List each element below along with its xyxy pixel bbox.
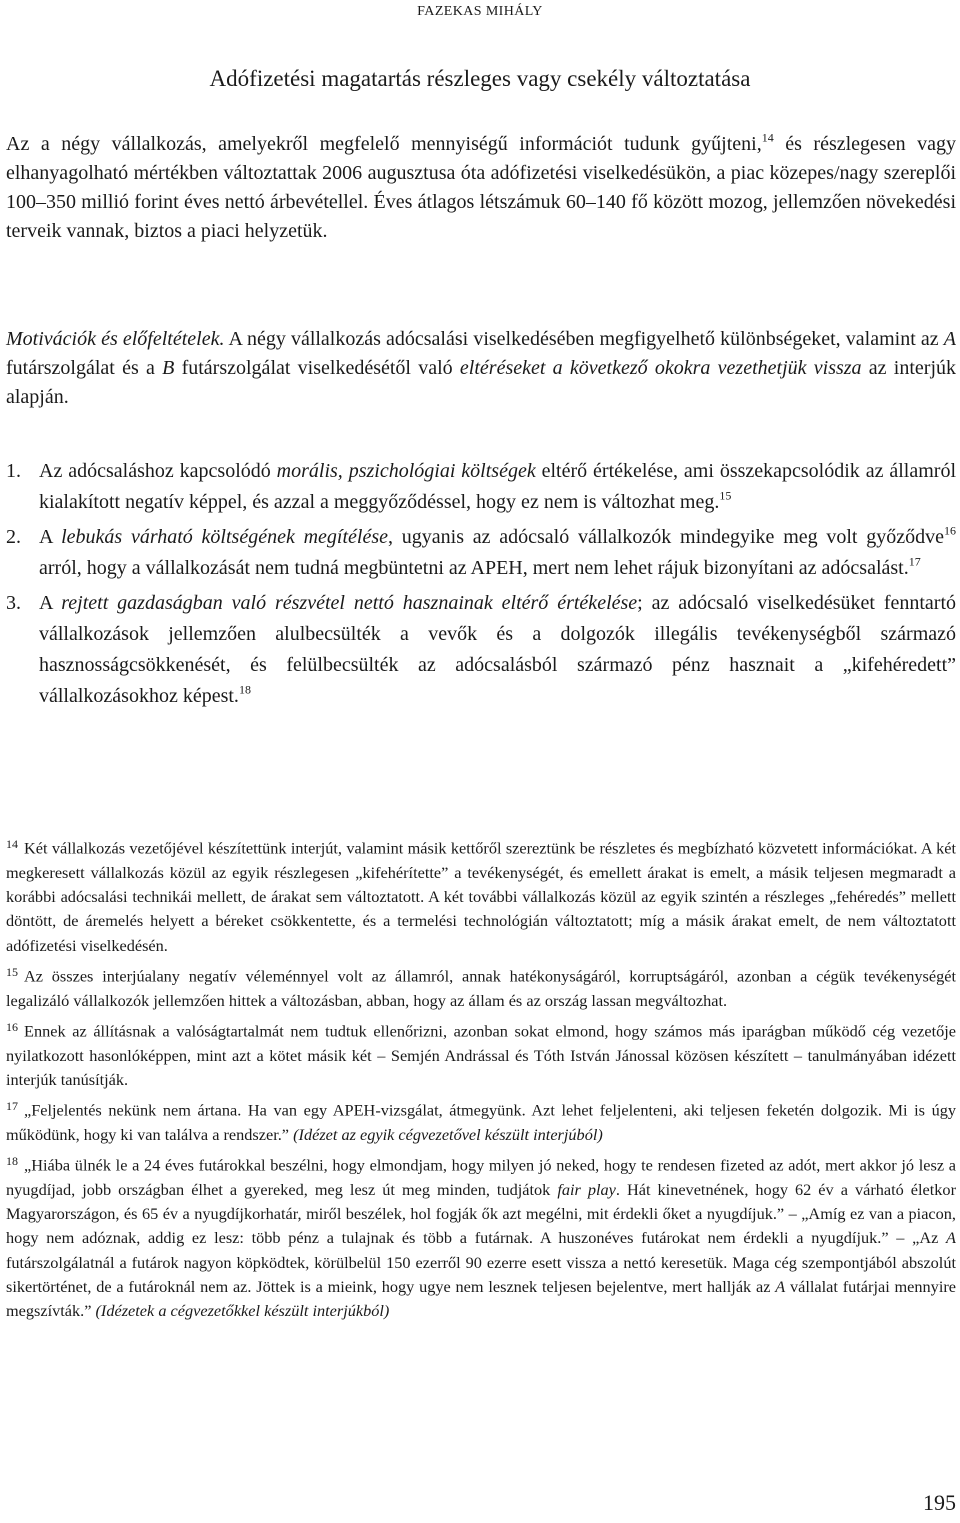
paragraph-motivations [6, 325, 956, 412]
footnote-17 [6, 1094, 956, 1147]
para2-text-b: futárszolgálat és a [6, 357, 163, 379]
para2-a: A [943, 328, 956, 350]
footnote-text: . Hát kinevetnének, hogy 62 év a várható életkor Magyarországon, és 65 év a nyugdíjkorhatár, miről beszélek, hol fogják ők azt megélni, mit érdekli őket a nyugdíjuk.” – „Amíg ez van a piacon, hogy nem adóznak, addig ez lesz: több pénz a tulajnak és több a futárnak. A huszonéves futárokat nem érdekli a nyugdíjuk.” – „Az [6, 1179, 956, 1248]
list-number: 1. [6, 460, 21, 482]
para2-text-c: futárszolgálat viselkedésétől való [174, 357, 460, 379]
para2-italic: eltéréseket a következő okokra vezethetjük vissza [459, 357, 862, 379]
footnote-14 [6, 832, 956, 958]
footnote-text: „Hiába ülnék le a 24 éves futárokkal beszélni, hogy elmondjam, hogy milyen jó neked, hogy te rendesen fizeted az adót, mert akkor jó lesz a nyugdíjad, jobb országban élhet a gyereked, meg lesz út meg minden, tudjátok [6, 1155, 956, 1199]
list-item [6, 456, 956, 518]
list-number: 2. [6, 526, 21, 548]
paragraph-intro [6, 130, 956, 246]
footnote-text: Az összes interjúalany negatív véleménnyel volt az államról, annak hatékonyságáról, korruptságáról, azonban a cégük tevékenységét legalizáló vállalkozók jellemzően hittek a változásban, abban, hogy az állam és az ország lassan megváltozhat. [6, 966, 956, 1010]
footnote-text: Ennek az állításnak a valóságtartalmát nem tudtuk ellenőrizni, azonban sokat elmond, hogy számos más iparágban működő cég vezetője nyilatkozott hasonlóképpen, mint azt a kötet másik két – Semjén Andrással és Tóth István Jánossal közösen készített – tanulmányában idézett interjúk tanúsítják. [6, 1021, 956, 1089]
footnote-16 [6, 1015, 956, 1092]
list-item [6, 588, 956, 712]
section-heading: Adófizetési magatartás részleges vagy csekély változtatása [209, 66, 751, 91]
para2-text-a: A négy vállalkozás adócsalási viselkedésében megfigyelhető különbségeket, valamint az [224, 328, 944, 350]
footnote-ref-18[interactable]: 18 [238, 682, 251, 697]
list-italic: lebukás várható költségének megítélése [61, 526, 388, 548]
list-text: A [39, 526, 62, 548]
footnote-number: 14 [6, 837, 18, 851]
list-number: 3. [6, 592, 21, 614]
list-italic: morális, pszichológiai költségek [276, 460, 536, 482]
footnote-text: futárszolgálatnál a futárok nagyon köpködtek, körülbelül 150 ezerről 90 ezerre esett vissza a nettó keresetük. Maga cég szempontjából abszolút sikertörténet, de a futároknál nem az. Jöttek is a mieink, hogy ugye nem lesznek teljesen bejelentve, mert hallják az [6, 1252, 956, 1296]
para1-text-b: és részlegesen vagy elhanyagolható mértékben változtattak 2006 augusztusa óta adófizetési viselkedésükön, a piac közepes/nagy szereplői 100–350 millió forint éves nettó árbevétellel. Éves átlagos létszámuk 60–140 fő között mozog, jellemzően növekedési terveik vannak, biztos a piaci helyzetük. [6, 133, 956, 242]
footnote-number: 15 [6, 964, 18, 979]
footnote-number: 16 [6, 1019, 18, 1034]
footnote-18 [6, 1149, 956, 1323]
footnote-italic: A [946, 1228, 956, 1248]
footnotes [6, 832, 956, 1326]
para1-text-a: Az a négy vállalkozás, amelyekről megfelelő mennyiségű információt tudunk gyűjteni, [6, 133, 762, 155]
footnote-ref-14[interactable]: 14 [761, 130, 774, 145]
list-text: arról, hogy a vállalkozását nem tudná megbüntetni az APEH, mert nem lehet rájuk bizonyítani az adócsalást. [39, 557, 909, 579]
list-text: ; az adócsaló viselkedésüket fenntartó vállalkozások jellemzően alulbecsülték a vevők és a dolgozók illegális tevékenységből származó hasznosságcsökkenését, és felülbecsülték az adócsalásból származó pénz hasznait a „kifehéredett” vállalkozásokhoz képest. [39, 592, 957, 707]
list-text: eltérő értékelése, ami összekapcsolódik az államról kialakított negatív képpel, és azzal a meggyőződéssel, hogy ez nem is változhat meg. [39, 460, 957, 513]
footnote-italic: (Idézet az egyik cégvezetővel készült interjúból) [293, 1124, 603, 1144]
footnote-ref-17[interactable]: 17 [908, 554, 921, 569]
list-item [6, 522, 956, 584]
page-number: 195 [923, 1490, 956, 1515]
footnote-15 [6, 960, 956, 1013]
list-text: , ugyanis az adócsaló vállalkozók mindegyike meg volt győződve [388, 526, 944, 548]
running-head: FAZEKAS MIHÁLY [417, 4, 543, 19]
footnote-ref-15[interactable]: 15 [719, 488, 732, 503]
footnote-text: vállalat futárjai mennyire megszívták.” [6, 1277, 956, 1321]
footnote-italic: A [775, 1277, 786, 1296]
para2-text-d: az interjúk alapján. [6, 357, 957, 408]
para2-b: B [162, 357, 175, 379]
list-italic: rejtett gazdaságban való részvétel nettó hasznainak eltérő értékelése [61, 592, 638, 614]
footnote-text: Két vállalkozás vezetőjével készítettünk interjút, valamint másik kettőről szereztünk be részletes és megbízható közvetett információkat. A két megkeresett vállalkozás közül az egyik részlegesen „kifehérítette” a tevékenységét, és emellett árakat is emelt, a másik teljesen megmaradt a korábbi adócsalási technikái mellett, de árakat sem változtatott. A két további vállalkozás közül az egyik szintén a részleges „fehéredés” mellett döntött, de áremelés helyett a béreket csökkentette, és a termelési technológián változtatott; míg a másik árakat emelt, de nem változtatott adófizetési viselkedésén. [6, 838, 956, 955]
footnote-italic: (Idézetek a cégvezetőkkel készült interjúkból) [95, 1301, 390, 1321]
footnote-number: 17 [6, 1099, 18, 1114]
footnote-number: 18 [6, 1154, 18, 1169]
list-text: Az adócsaláshoz kapcsolódó [39, 460, 277, 482]
footnote-italic: fair play [557, 1179, 616, 1199]
footnote-ref-16[interactable]: 16 [944, 523, 956, 538]
list-text: A [39, 592, 62, 614]
footnote-text: „Feljelentés nekünk nem ártana. Ha van egy APEH-vizsgálat, átmegyünk. Azt lehet feljelenteni, aki teljesen feketén dolgozik. Mi is úgy működünk, hogy ki van találva a rendszer.” [6, 1100, 956, 1144]
reasons-list [6, 456, 956, 716]
para2-lead: Motivációk és előfeltételek. [6, 328, 225, 350]
